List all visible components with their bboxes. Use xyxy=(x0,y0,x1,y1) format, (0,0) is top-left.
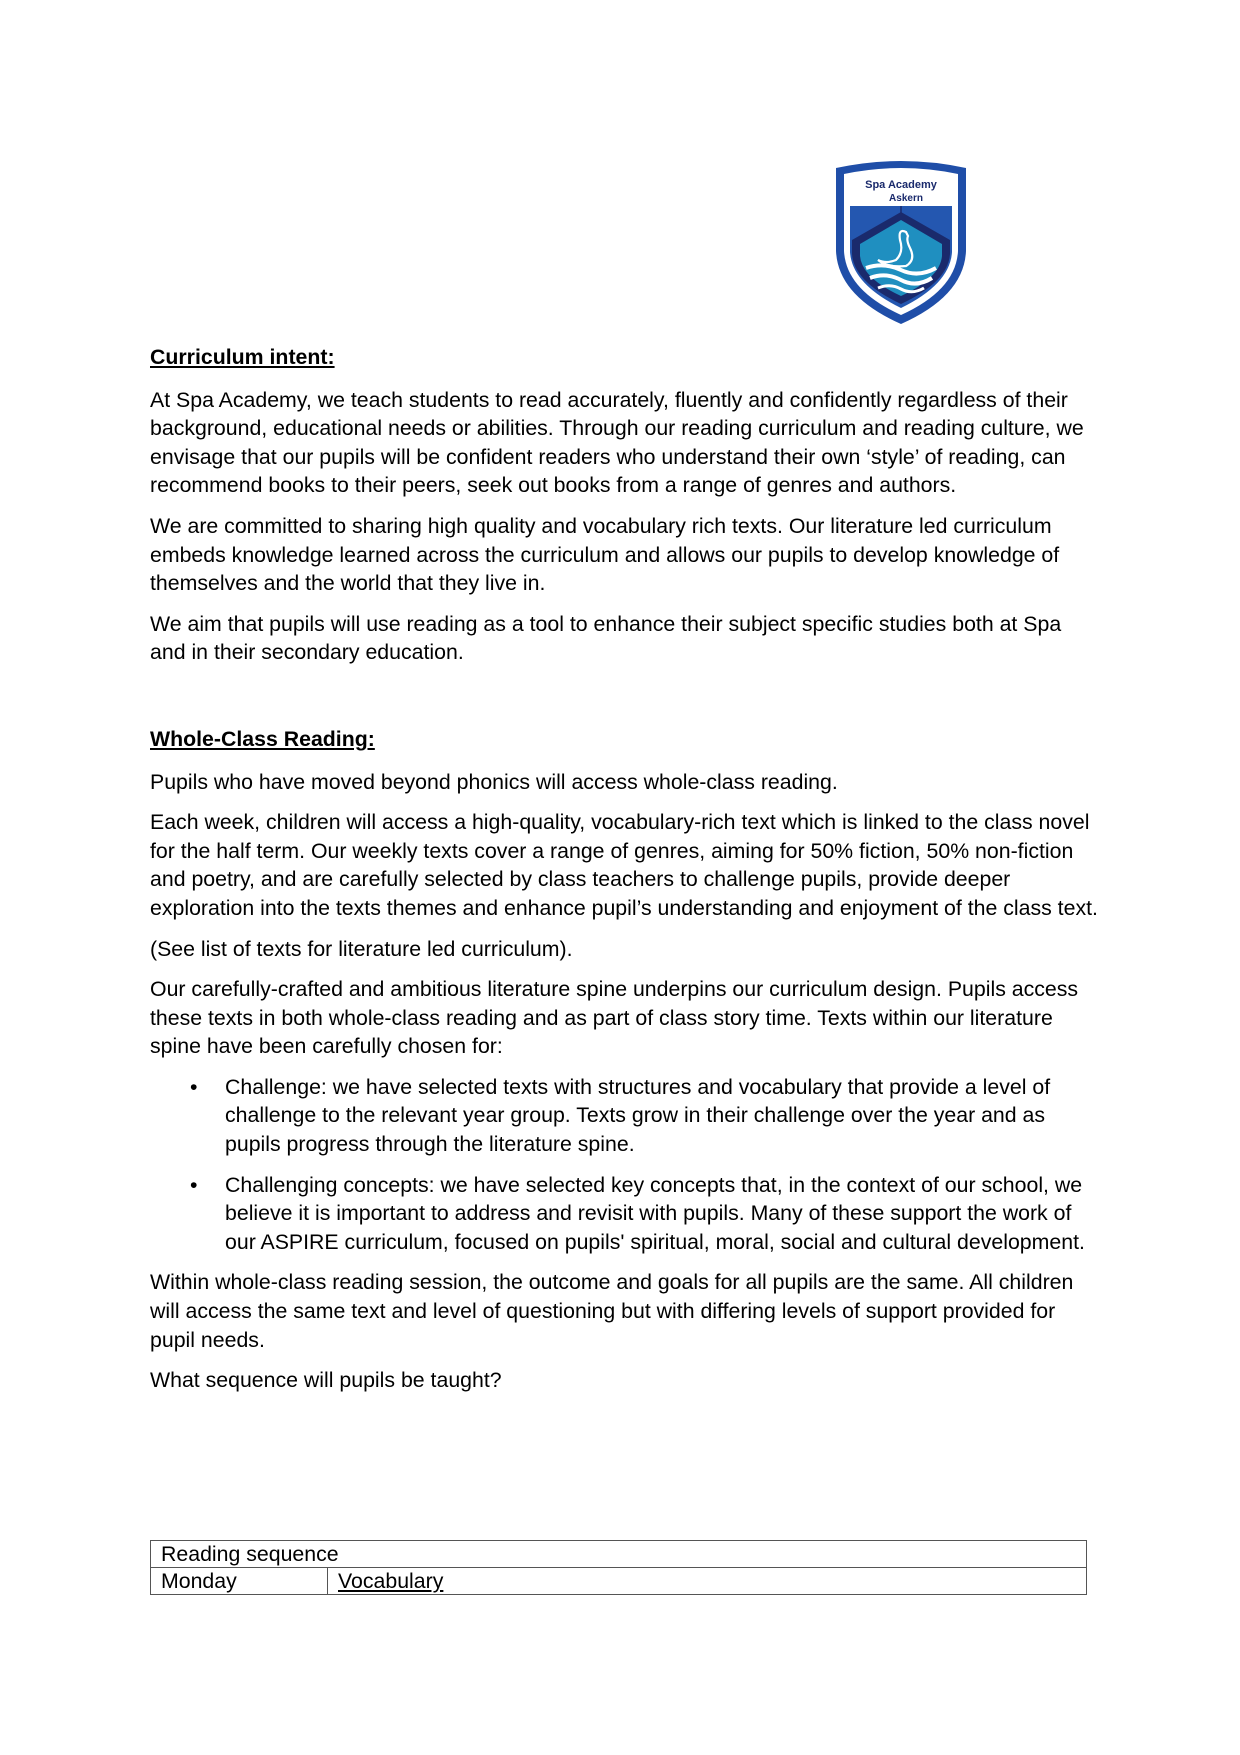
document-body xyxy=(150,343,1100,1407)
bullet-text: Challenging concepts: we have selected key concepts that, in the context of our school, we believe it is important to address and revisit with pupils. Many of these support the work of our ASPIRE curriculum, focused on pupils' spiritual, moral, social and cultural development. xyxy=(225,1172,1085,1254)
intent-paragraph: We aim that pupils will use reading as a tool to enhance their subject specific studies both at Spa and in their secondary education. xyxy=(150,611,1062,665)
table-header-row xyxy=(151,1541,1087,1568)
reading-sequence-table xyxy=(150,1540,1087,1595)
intent-paragraph: At Spa Academy, we teach students to read accurately, fluently and confidently regardless of their background, educational needs or abilities. Through our reading curriculum and reading culture, we envisage that our pupils will be confident readers who understand their own ‘style’ of reading, can recommend books to their peers, seek out books from a range of genres and authors. xyxy=(150,387,1084,498)
bullet-text: Challenge: we have selected texts with structures and vocabulary that provide a level of challenge to the relevant year group. Texts grow in their challenge over the year and as pupils progress through the literature spine. xyxy=(225,1074,1051,1157)
bullet-item-challenging-concepts xyxy=(150,1171,1100,1257)
section-spacer xyxy=(150,679,1100,725)
section-heading-curriculum-intent: Curriculum intent: xyxy=(150,345,335,369)
school-crest-logo xyxy=(826,156,976,326)
sequence-question: What sequence will pupils be taught? xyxy=(150,1368,502,1393)
intent-paragraph: We are committed to sharing high quality and vocabulary rich texts. Our literature led curriculum embeds knowledge learned across the curriculum and allows our pupils to develop knowledge of themselves and the world that they live in. xyxy=(150,513,1060,596)
section-heading-whole-class-reading: Whole-Class Reading: xyxy=(150,726,375,751)
whole-class-paragraph: Our carefully-crafted and ambitious literature spine underpins our curriculum design. Pupils access these texts in both whole-class reading and as part of class story time. Texts within our literature spine have been carefully chosen for: xyxy=(150,977,1079,1059)
bullet-icon: • xyxy=(190,1172,198,1197)
crest-text-line1: Spa Academy xyxy=(865,179,937,191)
bullet-item-challenge xyxy=(150,1073,1100,1159)
table-cell-activity xyxy=(328,1568,1087,1595)
bullet-icon: • xyxy=(190,1074,198,1099)
table-row xyxy=(151,1568,1087,1595)
whole-class-paragraph: Each week, children will access a high-quality, vocabulary-rich text which is linked to the class novel for the half term. Our weekly texts cover a range of genres, aiming for 50% fiction, 50% non-fiction and poetry, and are carefully selected by class teachers to challenge pupils, provide deeper exploration into the texts themes and enhance pupil’s understanding and enjoyment of the class text. xyxy=(150,810,1098,920)
crest-text-line2: Askern xyxy=(889,193,923,204)
activity-label: Vocabulary xyxy=(338,1569,444,1593)
criteria-bullet-list xyxy=(150,1073,1100,1257)
whole-class-paragraph: (See list of texts for literature led curriculum). xyxy=(150,936,573,961)
whole-class-paragraph: Pupils who have moved beyond phonics will access whole-class reading. xyxy=(150,769,838,794)
whole-class-paragraph: Within whole-class reading session, the outcome and goals for all pupils are the same. All children will access the same text and level of questioning but with differing levels of support provided for pupil needs. xyxy=(150,1270,1074,1352)
swan-shield-crest-icon xyxy=(826,156,976,326)
table-header-cell: Reading sequence xyxy=(151,1541,1087,1568)
table-cell-day: Monday xyxy=(151,1568,328,1595)
